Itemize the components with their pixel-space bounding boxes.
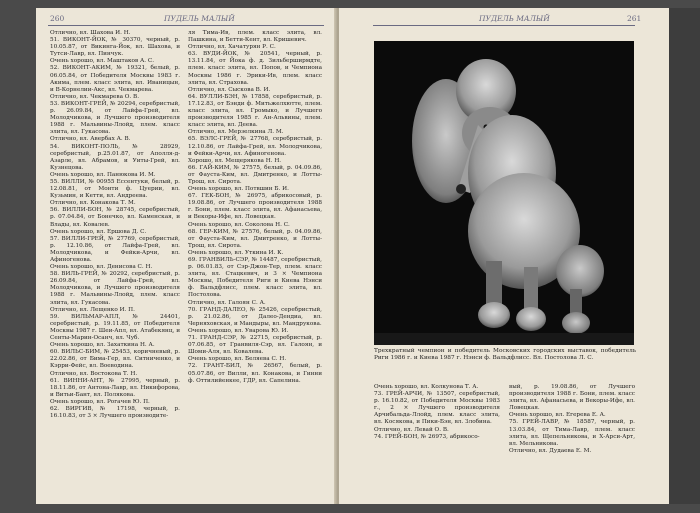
entry-paragraph: Очень хорошо, вл. Рогачев Ю. П. bbox=[50, 398, 150, 405]
text-column-2 bbox=[509, 384, 635, 455]
entry-paragraph: 70. ГРАНД-ДАЛЕО, № 25426, серебристый, р. 21.02.86, от Далео-Дендиа, вл. Черняховская, и Мандыры, вл. Мандрукова. bbox=[188, 306, 322, 327]
entry-paragraph: 63. ВУДИ-ЙОК, № 20541, черный, р. 13.11.84, от Йока ф. д. Зильберширмдте, плем. класс элита, вл. Попов, и Чемпиона Москвы 1986 г. Эрики-Ив, плем. класс элита, вл. Страхова. bbox=[188, 51, 322, 86]
entry-paragraph: Очень хорошо, вл. Уткина И. К. bbox=[188, 249, 284, 256]
entry-paragraph: 62. ВИРГИВ, № 17198, черный, р. 16.10.83, от 3 × Лучшего производите- bbox=[50, 405, 180, 420]
entry-paragraph: 74. ГРЕЙ-БОН, № 26973, абрикосо- bbox=[374, 433, 480, 440]
entry-paragraph: 69. ГРАНВИЛЬ-СЭР, № 14487, серебристый, р. 06.01.83, от Сэр-Джон-Тер, плем. класс элита, вл. Стацкевич, и 3 × Чемпиона Москвы, Победителя Риги и Киева Нэнси ф. Вальдфлисс, плем. класс элита, вл. Постолова. bbox=[188, 257, 322, 299]
entry-paragraph: ля Тима-Ив, плем. класс элита, вл. Пашкина, и Бетти-Кент, вл. Кришевич. bbox=[188, 30, 322, 44]
entry-paragraph: 56. ВИЛЛИ-БОН, № 28745, серебристый, р. 07.04.84, от Бонечко, вл. Каменская, и Влады, вл. Ковалев. bbox=[50, 207, 180, 228]
entry-paragraph: 52. ВИКОНТ-АКИМ, № 19321, белый, р. 06.05.84, от Победителя Москвы 1983 г. Акима, плем. класс элита, вл. Иваницын, и В-Корнелии-Акс, вл. Чекмарева. bbox=[50, 65, 180, 93]
page-number: 261 bbox=[627, 14, 642, 23]
entry-paragraph: Очень хорошо, вл. Ершова Д. С. bbox=[50, 228, 147, 235]
entry-paragraph: Отлично, вл. Дудаева Е. М. bbox=[509, 447, 592, 454]
entry-paragraph: 73. ГРЕЙ-АРЧИ, № 13507, серебристый, р. 16.10.82, от Победителя Москвы 1983 г., 2 × Лучшего производителя Арчибальда-Ллойд, плем. класс элита, вл. Косякова, и Пики-Бэн, вл. Злобина. bbox=[374, 391, 500, 426]
entry-paragraph: Отлично, вл. Мерзелкина Л. М. bbox=[188, 129, 284, 136]
photo-caption: Трехкратный чемпион и победитель Московских городских выставок, победитель Риги 1986 г. и Киева 1987 г. Нэнси ф. Вальдфлисс. Вл. Постолова Л. С. bbox=[374, 348, 636, 362]
header-rule bbox=[373, 25, 635, 26]
text-column-1 bbox=[50, 30, 180, 420]
entry-paragraph: Очень хорошо, вл. Беляева С. Н. bbox=[188, 356, 287, 363]
entry-paragraph: 61. ВИННИ-АНТ, № 27995, черный, р. 18.11.86, от Антона-Лавр, вл. Никифорова, и Витьи-Бант, вл. Полякова. bbox=[50, 377, 180, 398]
entry-paragraph: 60. ВИЛЬС-БИМ, № 25453, коричневый, р. 22.02.86, от Бима-Гер, вл. Ситниченко, и Кэрри-Фейс, вл. Воеводина. bbox=[50, 349, 180, 370]
entry-paragraph: Очень хорошо, вл. Потвшин Б. И. bbox=[188, 186, 289, 193]
running-head: ПУДЕЛЬ МАЛЫЙ bbox=[479, 14, 550, 23]
text-column-2 bbox=[188, 30, 322, 385]
entry-paragraph: 53. ВИКОНТ-ГРЕЙ, № 20294, серебристый, р. 26.09.84, от Лайфа-Грей, вл. Молодчикова, и Лучшего производителя 1988 г. Мальвины-Ллойд, плем. класс элита, вл. Гукасова. bbox=[50, 100, 180, 136]
entry-paragraph: 68. ГЕР-КИМ, № 27576, белый, р. 04.09.86, от Фауста-Ким, вл. Дмитренко, и Лотты-Трош, вл. Сирота. bbox=[188, 228, 322, 249]
entry-paragraph: Отлично, вл. Конакова Т. М. bbox=[50, 200, 136, 207]
entry-paragraph: 59. ВИЛЬМАР-АПЛ, № 24401, серебристый, р. 19.11.85, от Победителя Москвы 1987 г. Шеи-Апл, вл. Атабекянц, и Сенты-Марин-Осанч, вл. Чуб. bbox=[50, 313, 180, 342]
right-page bbox=[339, 8, 669, 504]
entry-paragraph: Отлично, вл. Лещенко И. П. bbox=[50, 306, 135, 313]
entry-paragraph: Отлично, вл. Сыскова В. И. bbox=[188, 86, 271, 93]
entry-paragraph: Отлично, вл. Востокова Т. Н. bbox=[50, 370, 138, 377]
left-page bbox=[36, 8, 337, 504]
entry-paragraph: 57. ВИЛЛИ-ГРЕЙ, № 27769, серебристый, р. 12.10.86, от Лайфа-Грей, вл. Молодчикова, и Фейки-Арчи, вл. Афиногенова. bbox=[50, 235, 180, 263]
entry-paragraph: Отлично, вл. Шахова И. Н. bbox=[50, 30, 131, 36]
entry-paragraph: 71. ГРАНД-СЭР, № 22715, серебристый, р. 07.06.85, от Гранвиля-Сэр, вл. Галоян, и Шоми-Аля, вл. Ковалева. bbox=[188, 335, 322, 356]
entry-paragraph: Отлично, вл. Левай О. В. bbox=[374, 426, 449, 433]
entry-paragraph: Очень хорошо, вл. Колкунова Т. А. bbox=[374, 384, 479, 390]
entry-paragraph: 51. ВИКОНТ-ЙОК, № 30370, черный, р. 10.05.87, от Викинга-Йок, вл. Шахова, и Тутси-Лавр, вл. Пинчук. bbox=[50, 37, 180, 58]
entry-paragraph: Очень хорошо, вл. Уварова Ю. И. bbox=[188, 327, 289, 334]
header-rule bbox=[48, 25, 324, 26]
poodle-photo bbox=[374, 41, 634, 345]
entry-paragraph: Очень хорошо, вл. Соколова Н. С. bbox=[188, 221, 290, 228]
entry-paragraph: Очень хорошо, вл. Панюкова И. М. bbox=[50, 171, 156, 178]
entry-paragraph: 55. ВИЛЛИ, № 00955 Ессентуки, белый, р. 12.08.81, от Монти ф. Цуерии, вл. Кузьмин, и Кетти, вл. Андреева. bbox=[50, 178, 180, 200]
entry-paragraph: Очень хорошо, вл. Маштаков А. С. bbox=[50, 58, 155, 65]
entry-paragraph: 72. ГРАНТ-БИЛ, № 26567, белый, р. 05.07.86, от Вилли, вл. Конакова, и Гинни ф. Оттилийенкее, ГДР, вл. Сапелина. bbox=[188, 363, 322, 384]
page-edge-shadow bbox=[669, 8, 700, 504]
entry-paragraph: Отлично, вл. Авербах А. В. bbox=[50, 136, 131, 143]
entry-paragraph: 67. ГЕК-БОН, № 26975, абрикосовый, р. 19.08.86, от Лучшего производителя 1988 г. Бони, плем. класс элита, вл. Афанасьева, и Векоры-Ифе, вл. Ловецкая. bbox=[188, 193, 322, 221]
entry-paragraph: Очень хорошо, вл. Захаткина Н. А. bbox=[50, 342, 155, 349]
page-number: 260 bbox=[50, 14, 65, 23]
entry-paragraph: 54. ВИКОНТ-ПОЛЬ, № 28929, серебристый, р.25.01.87, от Аполля-д-Азарле, вл. Абрамов, и Уиты-Грей, вл. Кузнецова. bbox=[50, 143, 180, 171]
entry-paragraph: 75. ГРЕЙ-ЛАВР, № 18587, черный, р. 13.03.84, от Тима-Лавр, плем. класс элита, вл. Щепельникова, и Х-Арси-Арт, вл. Мельникова. bbox=[509, 419, 635, 447]
entry-paragraph: вый, р. 19.08.86, от Лучшего производителя 1988 г. Бони, плем. класс элита, вл. Афанасьева, и Векоры-Ифе, вл. Ловецкая. bbox=[509, 384, 635, 412]
entry-paragraph: 58. ВИЛЬ-ГРЕЙ, № 20292, серебристый, р. 26.09.84, от Лайфа-Грей, вл. Молодчикова, и Лучшего производителя 1988 г. Мальвины-Ллойд, плем. класс элита, вл. Гукасова. bbox=[50, 271, 180, 306]
running-head: ПУДЕЛЬ МАЛЫЙ bbox=[164, 14, 235, 23]
entry-paragraph: 64. ВУЛЛИ-БЭН, № 17858, серебристый, р. 17.12.83, от Бэнди ф. Митьжелхютте, плем. класс элита, вл. Громыко, и Лучшего производителя 1985 г. Ан-Альвины, плем. класс элита, вл. Деева. bbox=[188, 93, 322, 129]
entry-paragraph: 66. ГАЙ-КИМ, № 27575, белый, р. 04.09.86, от Фауста-Ким, вл. Дмитренко, и Лотты-Трош, вл. Сирота. bbox=[188, 164, 322, 185]
entry-paragraph: Очень хорошо, вл. Денисова С. Н. bbox=[50, 264, 153, 271]
text-column-1 bbox=[374, 384, 500, 441]
entry-paragraph: Отлично, вл. Галоян С. А. bbox=[188, 299, 266, 306]
entry-paragraph: Хорошо, вл. Мещерякова Н. Н. bbox=[188, 157, 282, 164]
entry-paragraph: Отлично, вл. Чекмарева О. В. bbox=[50, 93, 140, 100]
entry-paragraph: Очень хорошо, вл. Егерева Е. А. bbox=[509, 412, 606, 419]
entry-paragraph: 65. ВЭЛС-ГРЕЙ, № 27768, серебристый, р. 12.10.86, от Лайфа-Грей, вл. Молодчикова, и Фейки-Арчи, вл. Афиногенова. bbox=[188, 136, 322, 157]
poodle-illustration bbox=[374, 41, 634, 345]
entry-paragraph: Отлично, вл. Хачатурян Р. С. bbox=[188, 44, 276, 51]
